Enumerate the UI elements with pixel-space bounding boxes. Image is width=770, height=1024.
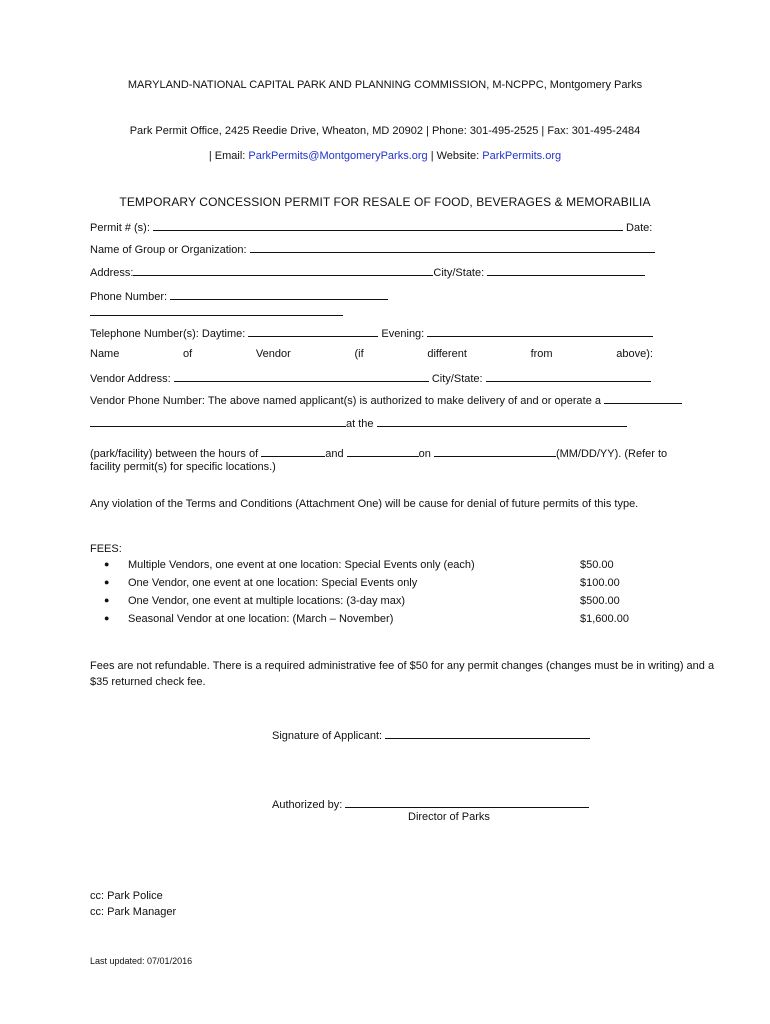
vendor-address-row	[90, 371, 651, 385]
applicant-signature-label: Signature of Applicant:	[272, 730, 383, 742]
vendor-word: of	[183, 348, 193, 360]
telephone-label: Telephone Number(s): Daytime:	[90, 328, 246, 340]
fee-item	[90, 577, 650, 593]
vendor-word: Vendor	[255, 348, 291, 360]
email-link[interactable]: ParkPermits@MontgomeryParks.org	[248, 150, 428, 162]
contact-line	[0, 150, 770, 162]
vendor-word: above):	[616, 348, 653, 360]
operate-field[interactable]	[604, 393, 682, 404]
vendor-phone-row	[90, 393, 682, 407]
date-label: Date:	[626, 222, 653, 234]
phone-row	[90, 289, 388, 303]
telephone-row	[90, 326, 653, 340]
website-label: | Website:	[427, 150, 483, 162]
office-address: Park Permit Office, 2425 Reedie Drive, Wheaton, MD 20902 | Phone: 301-495-2525 | Fax: 301-495-2484	[129, 125, 641, 137]
city-state-label: City/State:	[433, 267, 485, 279]
applicant-signature-field[interactable]	[385, 728, 590, 739]
bullet-icon: ●	[104, 559, 110, 569]
at-the-label: at the	[346, 418, 374, 430]
page-title: TEMPORARY CONCESSION PERMIT FOR RESALE OF FOOD, BEVERAGES & MEMORABILIA	[119, 195, 651, 209]
bullet-icon: ●	[104, 577, 110, 587]
fee-item	[90, 613, 650, 629]
location-field[interactable]	[377, 416, 627, 427]
cc-line: cc: Park Police	[90, 890, 163, 902]
vendor-address-field[interactable]	[174, 371, 429, 382]
vendor-phone-text: Vendor Phone Number: The above named applicant(s) is authorized to make delivery of and or operate a	[90, 395, 601, 407]
authorized-label: Authorized by:	[272, 799, 343, 811]
group-row	[90, 242, 655, 256]
hours-on: on	[418, 448, 431, 460]
vendor-name-row	[90, 348, 653, 360]
fee-amount: $50.00	[580, 559, 614, 571]
vendor-address-label: Vendor Address:	[90, 373, 171, 385]
fee-amount: $500.00	[580, 595, 620, 607]
group-label: Name of Group or Organization:	[90, 244, 247, 256]
authorized-row	[272, 797, 589, 811]
hours-and: and	[325, 448, 344, 460]
fee-label: One Vendor, one event at one location: Special Events only	[128, 577, 418, 589]
phone-extra-field[interactable]	[90, 305, 343, 316]
city-state-field[interactable]	[487, 265, 645, 276]
refund-note: Fees are not refundable. There is a required administrative fee of $50 for any permit changes (changes must be in writing) and a	[90, 660, 715, 672]
hours-note: facility permit(s) for specific locations.)	[90, 461, 276, 473]
vendor-word: from	[530, 348, 553, 360]
violation-note: Any violation of the Terms and Conditions (Attachment One) will be cause for denial of future permits of this type.	[90, 498, 639, 510]
director-title: Director of Parks	[408, 811, 490, 823]
phone-field[interactable]	[170, 289, 388, 300]
end-hour-field[interactable]	[347, 446, 419, 457]
daytime-field[interactable]	[248, 326, 378, 337]
evening-label: Evening:	[381, 328, 425, 340]
start-hour-field[interactable]	[261, 446, 325, 457]
authorized-field[interactable]	[345, 797, 589, 808]
permit-label: Permit # (s):	[90, 222, 150, 234]
phone-extra-row	[90, 305, 343, 319]
bullet-icon: ●	[104, 595, 110, 605]
permit-field[interactable]	[153, 220, 623, 231]
date-field[interactable]	[434, 446, 556, 457]
fee-label: Multiple Vendors, one event at one location: Special Events only (each)	[128, 559, 475, 571]
bullet-icon: ●	[104, 613, 110, 623]
fee-item	[90, 595, 650, 611]
website-link[interactable]: ParkPermits.org	[482, 150, 562, 162]
permit-row	[90, 220, 652, 234]
org-header: MARYLAND-NATIONAL CAPITAL PARK AND PLANNING COMMISSION, M-NCPPC, Montgomery Parks	[127, 79, 643, 91]
hours-row	[90, 446, 667, 460]
group-field[interactable]	[250, 242, 655, 253]
fee-label: Seasonal Vendor at one location: (March – November)	[128, 613, 394, 625]
last-updated: Last updated: 07/01/2016	[90, 956, 193, 966]
address-row	[90, 265, 645, 279]
hours-date-format: (MM/DD/YY). (Refer to	[555, 448, 668, 460]
vendor-city-state-field[interactable]	[486, 371, 651, 382]
applicant-signature-row	[272, 728, 590, 742]
phone-label: Phone Number:	[90, 291, 168, 303]
vendor-word: Name	[90, 348, 120, 360]
refund-note-cont: $35 returned check fee.	[90, 676, 206, 688]
fee-label: One Vendor, one event at multiple locations: (3-day max)	[128, 595, 405, 607]
address-field[interactable]	[133, 265, 433, 276]
evening-field[interactable]	[427, 326, 653, 337]
fee-amount: $100.00	[580, 577, 620, 589]
vendor-word: (if	[354, 348, 364, 360]
hours-label: (park/facility) between the hours of	[90, 448, 259, 460]
vendor-city-state-label: City/State:	[431, 373, 483, 385]
vendor-word: different	[427, 348, 467, 360]
email-label: | Email:	[208, 150, 249, 162]
fee-item	[90, 559, 650, 575]
at-the-row	[90, 416, 627, 430]
address-label: Address:	[90, 267, 134, 279]
fee-amount: $1,600.00	[580, 613, 629, 625]
fees-heading: FEES:	[90, 543, 122, 555]
delivery-field[interactable]	[90, 416, 346, 427]
cc-line: cc: Park Manager	[90, 906, 177, 918]
